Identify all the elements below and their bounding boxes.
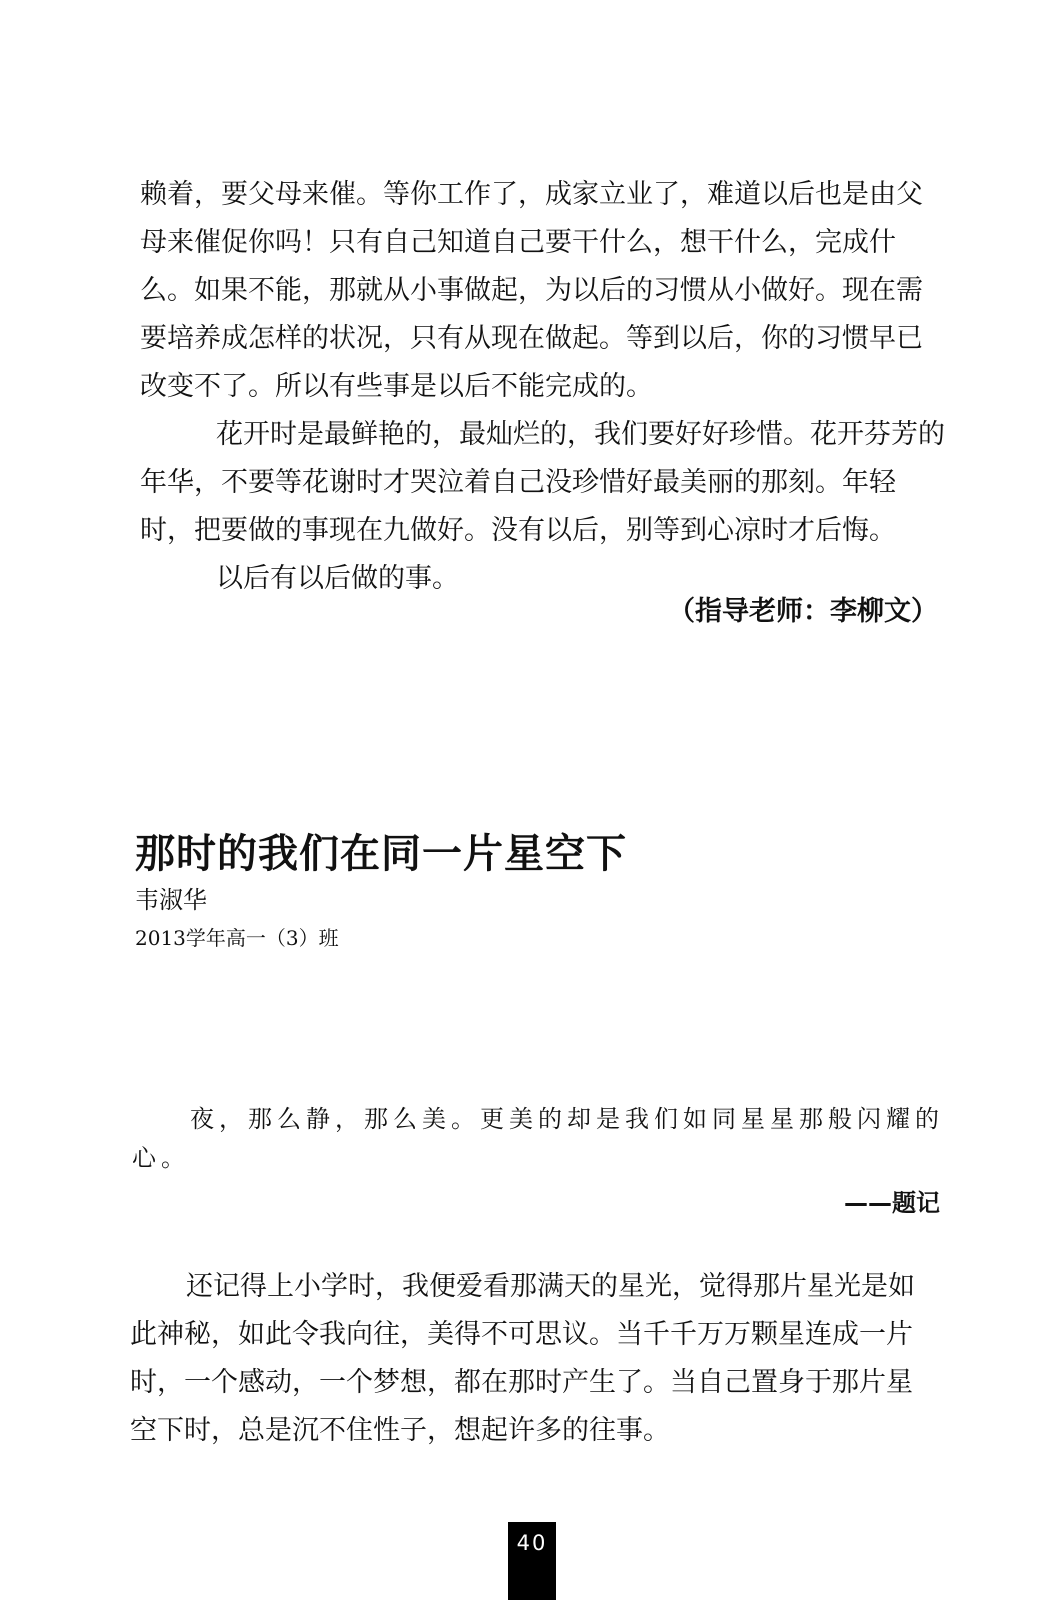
body-line: 此神秘，如此令我向往，美得不可思议。当千千万万颗星连成一片 [130, 1319, 913, 1350]
paragraph-line: 时，把要做的事现在九做好。没有以后，别等到心凉时才后悔。 [140, 515, 896, 546]
paragraph-line: 赖着，要父母来催。等你工作了，成家立业了，难道以后也是由父 [140, 179, 923, 210]
epigraph-line: 夜，那么静，那么美。更美的却是我们如同星星那般闪耀的 [190, 1105, 944, 1133]
article-class: 2013学年高一（3）班 [135, 926, 339, 950]
body-line: 空下时，总是沉不住性子，想起许多的往事。 [130, 1415, 670, 1446]
body-line: 时，一个感动，一个梦想，都在那时产生了。当自己置身于那片星 [130, 1367, 913, 1398]
paragraph-line: 以后有以后做的事。 [216, 563, 459, 594]
article-title: 那时的我们在同一片星空下 [135, 831, 627, 877]
paragraph-line: 改变不了。所以有些事是以后不能完成的。 [140, 371, 653, 402]
epigraph-signature: ——题记 [844, 1189, 940, 1217]
body-line: 还记得上小学时，我便爱看那满天的星光，觉得那片星光是如 [186, 1271, 915, 1302]
paragraph-line: 么。如果不能，那就从小事做起，为以后的习惯从小做好。现在需 [140, 275, 923, 306]
epigraph-line: 心。 [132, 1144, 190, 1172]
page-number: 40 [508, 1522, 556, 1600]
paragraph-line: 母来催促你吗！只有自己知道自己要干什么，想干什么，完成什 [140, 227, 896, 258]
paragraph-line: 年华，不要等花谢时才哭泣着自己没珍惜好最美丽的那刻。年轻 [140, 467, 896, 498]
paragraph-line: 要培养成怎样的状况，只有从现在做起。等到以后，你的习惯早已 [140, 323, 923, 354]
teacher-signature: （指导老师：李柳文） [668, 596, 938, 627]
article-author: 韦淑华 [135, 886, 207, 914]
paragraph-line: 花开时是最鲜艳的，最灿烂的，我们要好好珍惜。花开芬芳的 [216, 419, 945, 450]
